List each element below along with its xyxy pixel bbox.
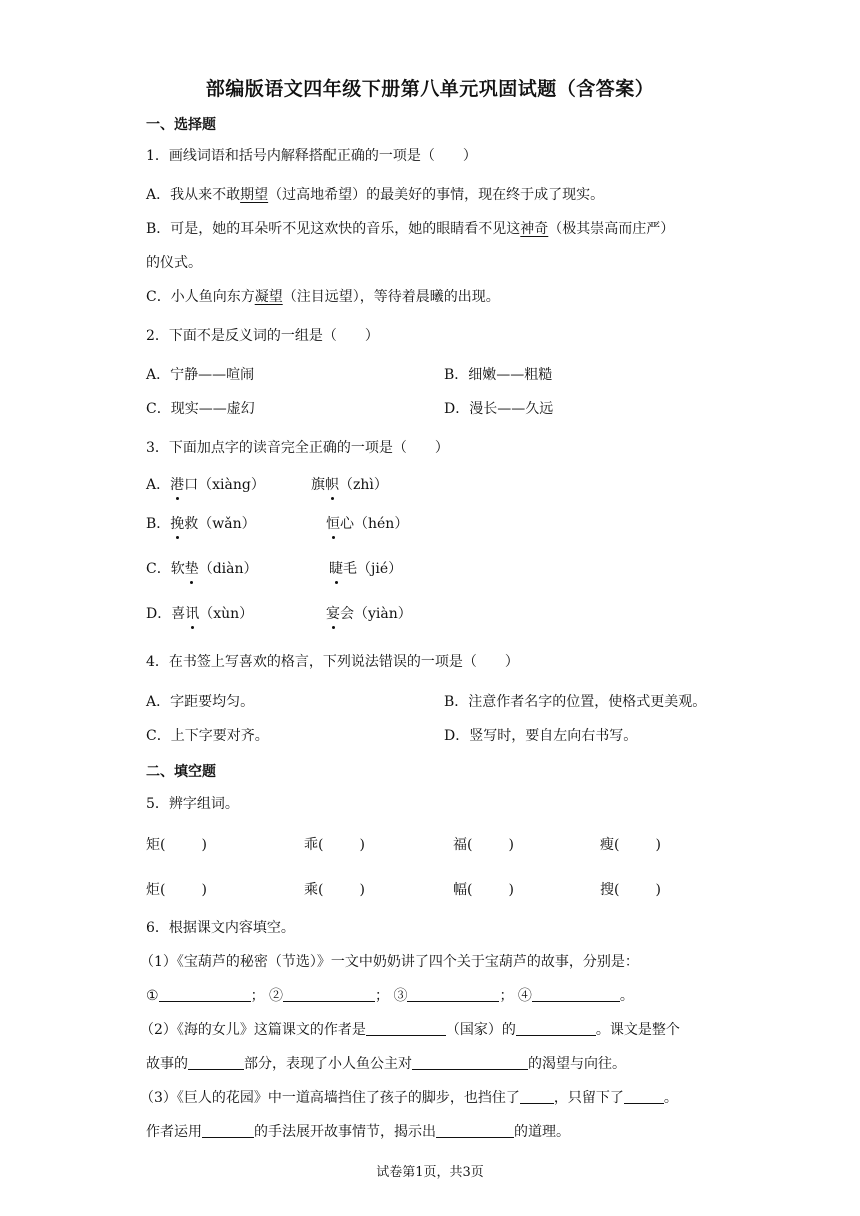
question-6-part-1-blanks: ① ； ② ； ③ ； ④ 。	[146, 988, 634, 1004]
question-1-option-c: C．小人鱼向东方凝望（注目远望），等待着晨曦的出现。	[146, 289, 500, 305]
question-6-part-2-continued: 故事的 部分，表现了小人鱼公主对 的渴望与向往。	[146, 1056, 626, 1072]
question-3-option-a-second-word: 旗帜（zhì）	[311, 477, 388, 493]
question-6-part-1: （1）《宝葫芦的秘密（节选）》一文中奶奶讲了四个关于宝葫芦的故事，分别是：	[140, 954, 639, 970]
question-2-option-d: D．漫长——久远	[444, 401, 554, 417]
question-3-option-b: B．挽救（wǎn）	[146, 516, 256, 532]
section-fill-heading: 二、填空题	[146, 764, 216, 780]
question-3-option-c: C．软垫（diàn）	[146, 561, 258, 577]
word-group-item: 福( )	[453, 837, 514, 853]
word-group-item: 矩( )	[146, 837, 207, 853]
page-footer: 试卷第1页，共3页	[376, 1165, 484, 1180]
question-1-option-a: A．我从来不敢期望（过高地希望）的最美好的事情，现在终于成了现实。	[146, 187, 605, 203]
question-2-option-c: C．现实——虚幻	[146, 401, 255, 417]
word-group-item: 搜( )	[600, 882, 661, 898]
section-choice-heading: 一、选择题	[146, 117, 216, 133]
question-2-option-b: B．细嫩——粗糙	[444, 367, 553, 383]
question-1-option-b-continued: 的仪式。	[146, 255, 202, 271]
question-4-stem: 4．在书签上写喜欢的格言，下列说法错误的一项是（ ）	[146, 654, 519, 670]
question-6-stem: 6．根据课文内容填空。	[146, 920, 295, 936]
question-4-option-d: D．竖写时，要自左向右书写。	[444, 728, 638, 744]
word-group-item: 炬( )	[146, 882, 207, 898]
question-6-part-3: （3）《巨人的花园》中一道高墙挡住了孩子的脚步，也挡住了 ，只留下了 。	[140, 1090, 678, 1106]
exam-title: 部编版语文四年级下册第八单元巩固试题（含答案）	[205, 78, 655, 100]
question-1-stem: 1．画线词语和括号内解释搭配正确的一项是（ ）	[146, 148, 477, 164]
word-group-item: 幅( )	[453, 882, 514, 898]
word-group-item: 瘦( )	[600, 837, 661, 853]
question-3-option-b-second-word: 恒心（hén）	[326, 516, 409, 532]
question-6-part-3-continued: 作者运用 的手法展开故事情节，揭示出 的道理。	[146, 1124, 570, 1140]
question-4-option-b: B．注意作者名字的位置，使格式更美观。	[444, 694, 707, 710]
question-2-stem: 2．下面不是反义词的一组是（ ）	[146, 328, 379, 344]
question-2-option-a: A．宁静——喧闹	[146, 367, 255, 383]
word-group-item: 乘( )	[304, 882, 365, 898]
question-3-option-c-second-word: 睫毛（jié）	[329, 561, 403, 577]
word-group-item: 乖( )	[304, 837, 365, 853]
question-4-option-c: C．上下字要对齐。	[146, 728, 269, 744]
question-5-stem: 5．辨字组词。	[146, 796, 239, 812]
question-6-part-2: （2）《海的女儿》这篇课文的作者是 （国家）的 。课文是整个	[140, 1022, 680, 1038]
question-3-option-d-second-word: 宴会（yiàn）	[326, 606, 412, 622]
question-4-option-a: A．字距要均匀。	[146, 694, 255, 710]
question-3-option-a: A．港口（xiàng）	[146, 477, 265, 493]
question-3-option-d: D．喜讯（xùn）	[146, 606, 254, 622]
question-3-stem: 3．下面加点字的读音完全正确的一项是（ ）	[146, 440, 449, 456]
question-1-option-b: B．可是，她的耳朵听不见这欢快的音乐，她的眼睛看不见这神奇（极其崇高而庄严）	[146, 221, 675, 237]
